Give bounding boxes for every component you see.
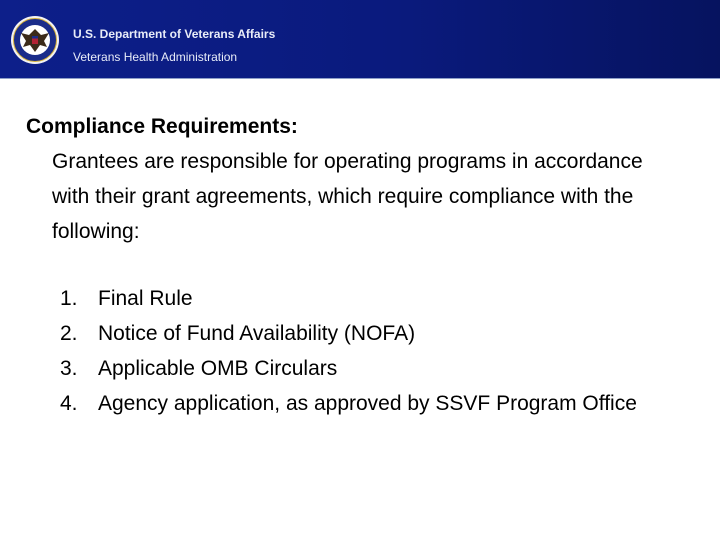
list-item-text: Applicable OMB Circulars (98, 357, 338, 380)
intro-paragraph: Grantees are responsible for operating programs in accordance with their grant agreements, which require compliance with the following: (52, 150, 643, 243)
list-item (52, 281, 672, 316)
list-item-number: 4. (60, 392, 78, 415)
list-item (52, 386, 672, 421)
header-banner (0, 0, 720, 79)
list-item-text: Agency application, as approved by SSVF Program Office (98, 392, 637, 415)
list-item (52, 316, 672, 351)
requirements-list (52, 281, 672, 421)
list-item-number: 2. (60, 322, 78, 345)
list-item-number: 3. (60, 357, 78, 380)
list-item-text: Final Rule (98, 287, 193, 310)
list-item-text: Notice of Fund Availability (NOFA) (98, 322, 416, 345)
section-heading: Compliance Requirements: (26, 115, 298, 138)
list-item (52, 351, 672, 386)
va-seal-icon (10, 15, 60, 65)
list-item-number: 1. (60, 287, 78, 310)
agency-name: U.S. Department of Veterans Affairs (73, 27, 276, 41)
division-name: Veterans Health Administration (73, 50, 238, 64)
